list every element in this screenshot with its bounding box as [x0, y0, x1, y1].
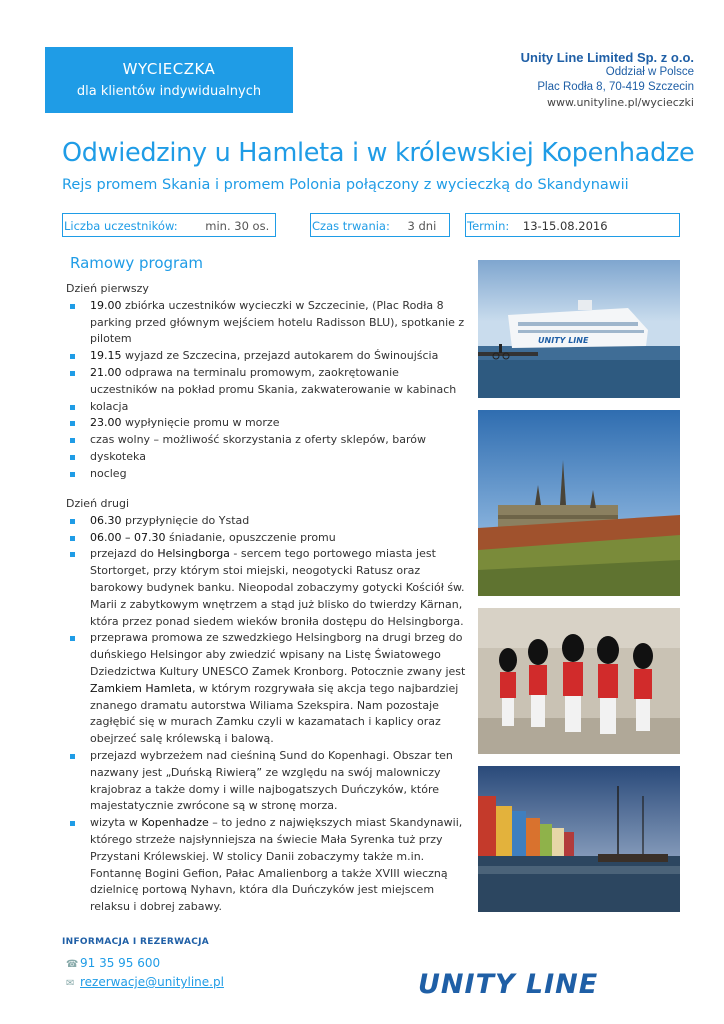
email-link[interactable]: rezerwacje@unityline.pl [80, 975, 224, 989]
bullet-icon [70, 371, 75, 376]
bullet-icon [70, 519, 75, 524]
company-branch: Oddział w Polsce [605, 66, 694, 78]
envelope-icon: ✉ [66, 978, 75, 989]
bullet-icon [70, 405, 75, 410]
participants-box [62, 213, 276, 237]
company-name: Unity Line Limited Sp. z o.o. [520, 50, 694, 65]
badge-title: WYCIECZKA [122, 60, 216, 78]
program-heading: Ramowy program [70, 254, 204, 272]
phone-icon: ☎ [66, 959, 79, 970]
list-item: czas wolny – możliwość skorzystania z oferty sklepów, barów [66, 432, 466, 449]
company-address: Plac Rodła 8, 70-419 Szczecin [537, 81, 694, 93]
badge-subtitle: dla klientów indywidualnych [76, 84, 262, 99]
castle-photo [478, 410, 680, 596]
nyhavn-photo [478, 766, 680, 912]
phone-row [66, 956, 160, 970]
day1-section [66, 281, 466, 483]
bullet-icon [70, 304, 75, 309]
trip-badge [45, 47, 293, 113]
bullet-icon [70, 455, 75, 460]
page-subtitle: Rejs promem Skania i promem Polonia połączony z wycieczką do Skandynawii [62, 177, 629, 193]
bullet-icon [70, 636, 75, 641]
list-item: dyskoteka [66, 449, 466, 466]
list-item: przejazd do Helsingborga - sercem tego portowego miasta jest Stortorget, przy którym stoi miejski, neogotycki Ratusz oraz barokowy budynek banku. Nieopodal zobaczymy gotycki Kościół św. Marii z zabytkowym wnętrzem a stąd już blisko do twierdzy Kärnan, która przez ponad siedem wieków broniła dostępu do Helsingborga. [66, 546, 466, 630]
guards-photo [478, 608, 680, 754]
ferry-photo [478, 260, 680, 398]
ship-name-text: UNITY LINE [538, 336, 589, 345]
unity-line-logo [414, 964, 684, 998]
bullet-icon [70, 754, 75, 759]
list-item: przeprawa promowa ze szwedzkiego Helsingborg na drugi brzeg do duńskiego Helsingor aby zwiedzić wpisany na Listę Światowego Dziedzictwa Kultury UNESCO Zamek Kronborg. Potocznie zwany jest Zamkiem Hamleta, w którym rozgrywała się akcja tego najbardziej znanego dramatu autorstwa Wiliama Szekspira. Nam pozostaje zagłębić się w murach Zamku czyli w kazamatach i kaplicy oraz obejrzeć salę królewską i balową. [66, 630, 466, 748]
bullet-icon [70, 421, 75, 426]
day2-list [66, 513, 466, 916]
duration-value: 3 dni [407, 219, 437, 233]
list-item: 23.00 wypłynięcie promu w morze [66, 415, 466, 432]
list-item: 06.00 – 07.30 śniadanie, opuszczenie promu [66, 530, 466, 547]
duration-label: Czas trwania: [312, 219, 390, 233]
email-row [66, 975, 224, 989]
list-item: wizyta w Kopenhadze – to jedno z największych miast Skandynawii, którego strzeże najsłynniejsza na świecie Mała Syrenka tuż przy Przystani Królewskiej. W stolicy Danii zobaczymy także m.in. Fontannę Bogini Gefion, Pałac Amalienborg a także XVIII wieczną dzielnicę portową Nyhavn, która dla Duńczyków jest miejscem relaksu i dobrej zabawy. [66, 815, 466, 916]
term-box [465, 213, 680, 237]
day1-list [66, 298, 466, 483]
bullet-icon [70, 536, 75, 541]
company-info [521, 50, 694, 110]
bullet-icon [70, 552, 75, 557]
participants-label: Liczba uczestników: [64, 219, 178, 233]
bullet-icon [70, 354, 75, 359]
day2-title: Dzień drugi [66, 497, 130, 510]
bullet-icon [70, 438, 75, 443]
day2-section [66, 496, 466, 916]
list-item: nocleg [66, 466, 466, 483]
day1-title: Dzień pierwszy [66, 282, 149, 295]
duration-box [310, 213, 450, 237]
participants-value: min. 30 os. [205, 219, 270, 233]
list-item: kolacja [66, 399, 466, 416]
list-item: 19.00 zbiórka uczestników wycieczki w Szczecinie, (Plac Rodła 8 parking przed głównym wejściem hotelu Radisson BLU), spotkanie z pilotem [66, 298, 466, 348]
logo-text: UNITY LINE [418, 969, 599, 998]
list-item: 19.15 wyjazd ze Szczecina, przejazd autokarem do Świnoujścia [66, 348, 466, 365]
bullet-icon [70, 472, 75, 477]
company-web[interactable]: www.unityline.pl/wycieczki [546, 96, 694, 109]
page-title: Odwiedziny u Hamleta i w królewskiej Kopenhadze [62, 138, 695, 168]
term-value: 13-15.08.2016 [522, 219, 608, 233]
term-label: Termin: [467, 219, 510, 233]
list-item: przejazd wybrzeżem nad cieśniną Sund do Kopenhagi. Obszar ten nazwany jest „Duńską Riwierą” ze względu na swój malowniczy krajobraz a także domy i wille najbogatszych Duńczyków, które majestatycznie zwrócone są w stronę morza. [66, 748, 466, 815]
list-item: 21.00 odprawa na terminalu promowym, zaokrętowanie uczestników na pokład promu Skania, zakwaterowanie w kabinach [66, 365, 466, 399]
phone-number[interactable]: 91 35 95 600 [80, 956, 161, 970]
list-item: 06.30 przypłynięcie do Ystad [66, 513, 466, 530]
info-heading: INFORMACJA I REZERWACJA [62, 937, 210, 947]
bullet-icon [70, 821, 75, 826]
